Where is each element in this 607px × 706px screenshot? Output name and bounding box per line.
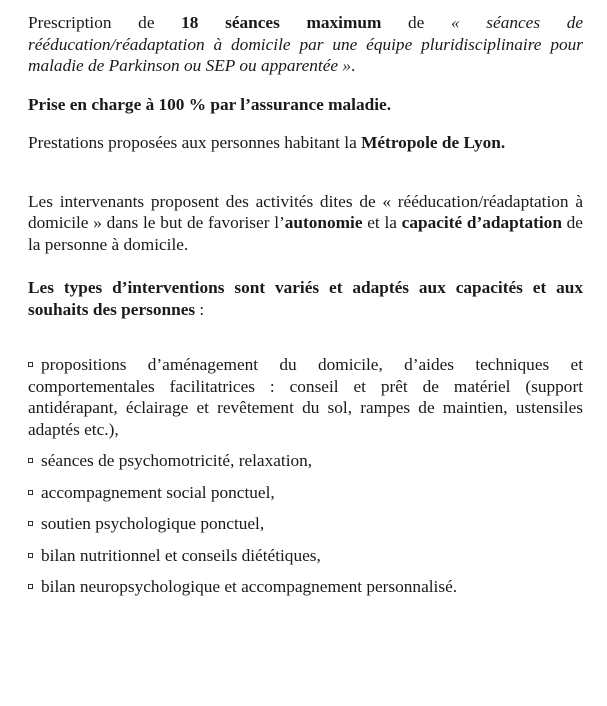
prescription-paragraph	[28, 12, 583, 77]
services-area-text: Prestations proposées aux personnes habitant la	[28, 133, 362, 152]
list-item	[28, 354, 583, 440]
bullet-icon	[28, 584, 33, 589]
prescription-text: Prescription de	[28, 13, 182, 32]
interveners-end-text: de la personne à domicile.	[28, 213, 583, 254]
list-item	[28, 482, 583, 504]
coverage-paragraph: Prise en charge à 100 % par l’assurance maladie.	[28, 94, 392, 114]
list-item-text: bilan nutritionnel et conseils diététiques,	[41, 545, 321, 565]
bullet-icon	[28, 458, 33, 463]
list-item-text: séances de psychomotricité, relaxation,	[41, 451, 313, 470]
sessions-max-text: 18 séances maximum	[181, 13, 382, 32]
document-body	[28, 12, 583, 608]
service-title-text: « séances de rééducation/réadaptation à domicile par une équipe pluridisciplinaire pour maladie de Parkinson ou SEP ou apparentée »	[28, 13, 584, 75]
list-item-text: propositions d’aménagement du domicile, d’aides techniques et comportementales facilitatrices : conseil et prêt de matériel (support antidérapant, éclairage et revêtement du sol, rampes de maintien, ustensiles adaptés etc.),	[28, 355, 583, 439]
adaptation-capacity-text: capacité d’adaptation	[401, 213, 562, 232]
list-item-text: soutien psychologique ponctuel,	[41, 514, 265, 533]
autonomy-text: autonomie	[284, 213, 363, 232]
intervention-types-paragraph	[28, 277, 583, 320]
list-item-text: bilan neuropsychologique et accompagnement personnalisé.	[41, 577, 458, 596]
list-item	[28, 545, 583, 567]
list-item-text: accompagnement social ponctuel,	[41, 482, 275, 502]
intervention-types-colon: :	[195, 299, 205, 319]
interveners-text: Les intervenants proposent des activités dites de « rééducation/réadaptation à domicile » dans le but de favoriser l’	[28, 191, 583, 232]
bullet-icon	[28, 490, 33, 495]
list-item	[28, 576, 583, 598]
intervention-types-heading: Les types d’interventions sont variés et adaptés aux capacités et aux souhaits des personnes	[28, 278, 583, 319]
interveners-paragraph	[28, 191, 583, 256]
bullet-icon	[28, 521, 33, 526]
interveners-connector: et la	[362, 213, 402, 232]
bullet-icon	[28, 362, 33, 367]
bullet-icon	[28, 553, 33, 558]
metropole-text: Métropole de Lyon.	[361, 133, 506, 152]
list-item	[28, 450, 583, 472]
prescription-period: .	[351, 56, 356, 75]
list-item	[28, 513, 583, 535]
intervention-list	[28, 354, 583, 598]
prescription-connector: de	[381, 13, 451, 32]
services-area-paragraph	[28, 132, 583, 154]
